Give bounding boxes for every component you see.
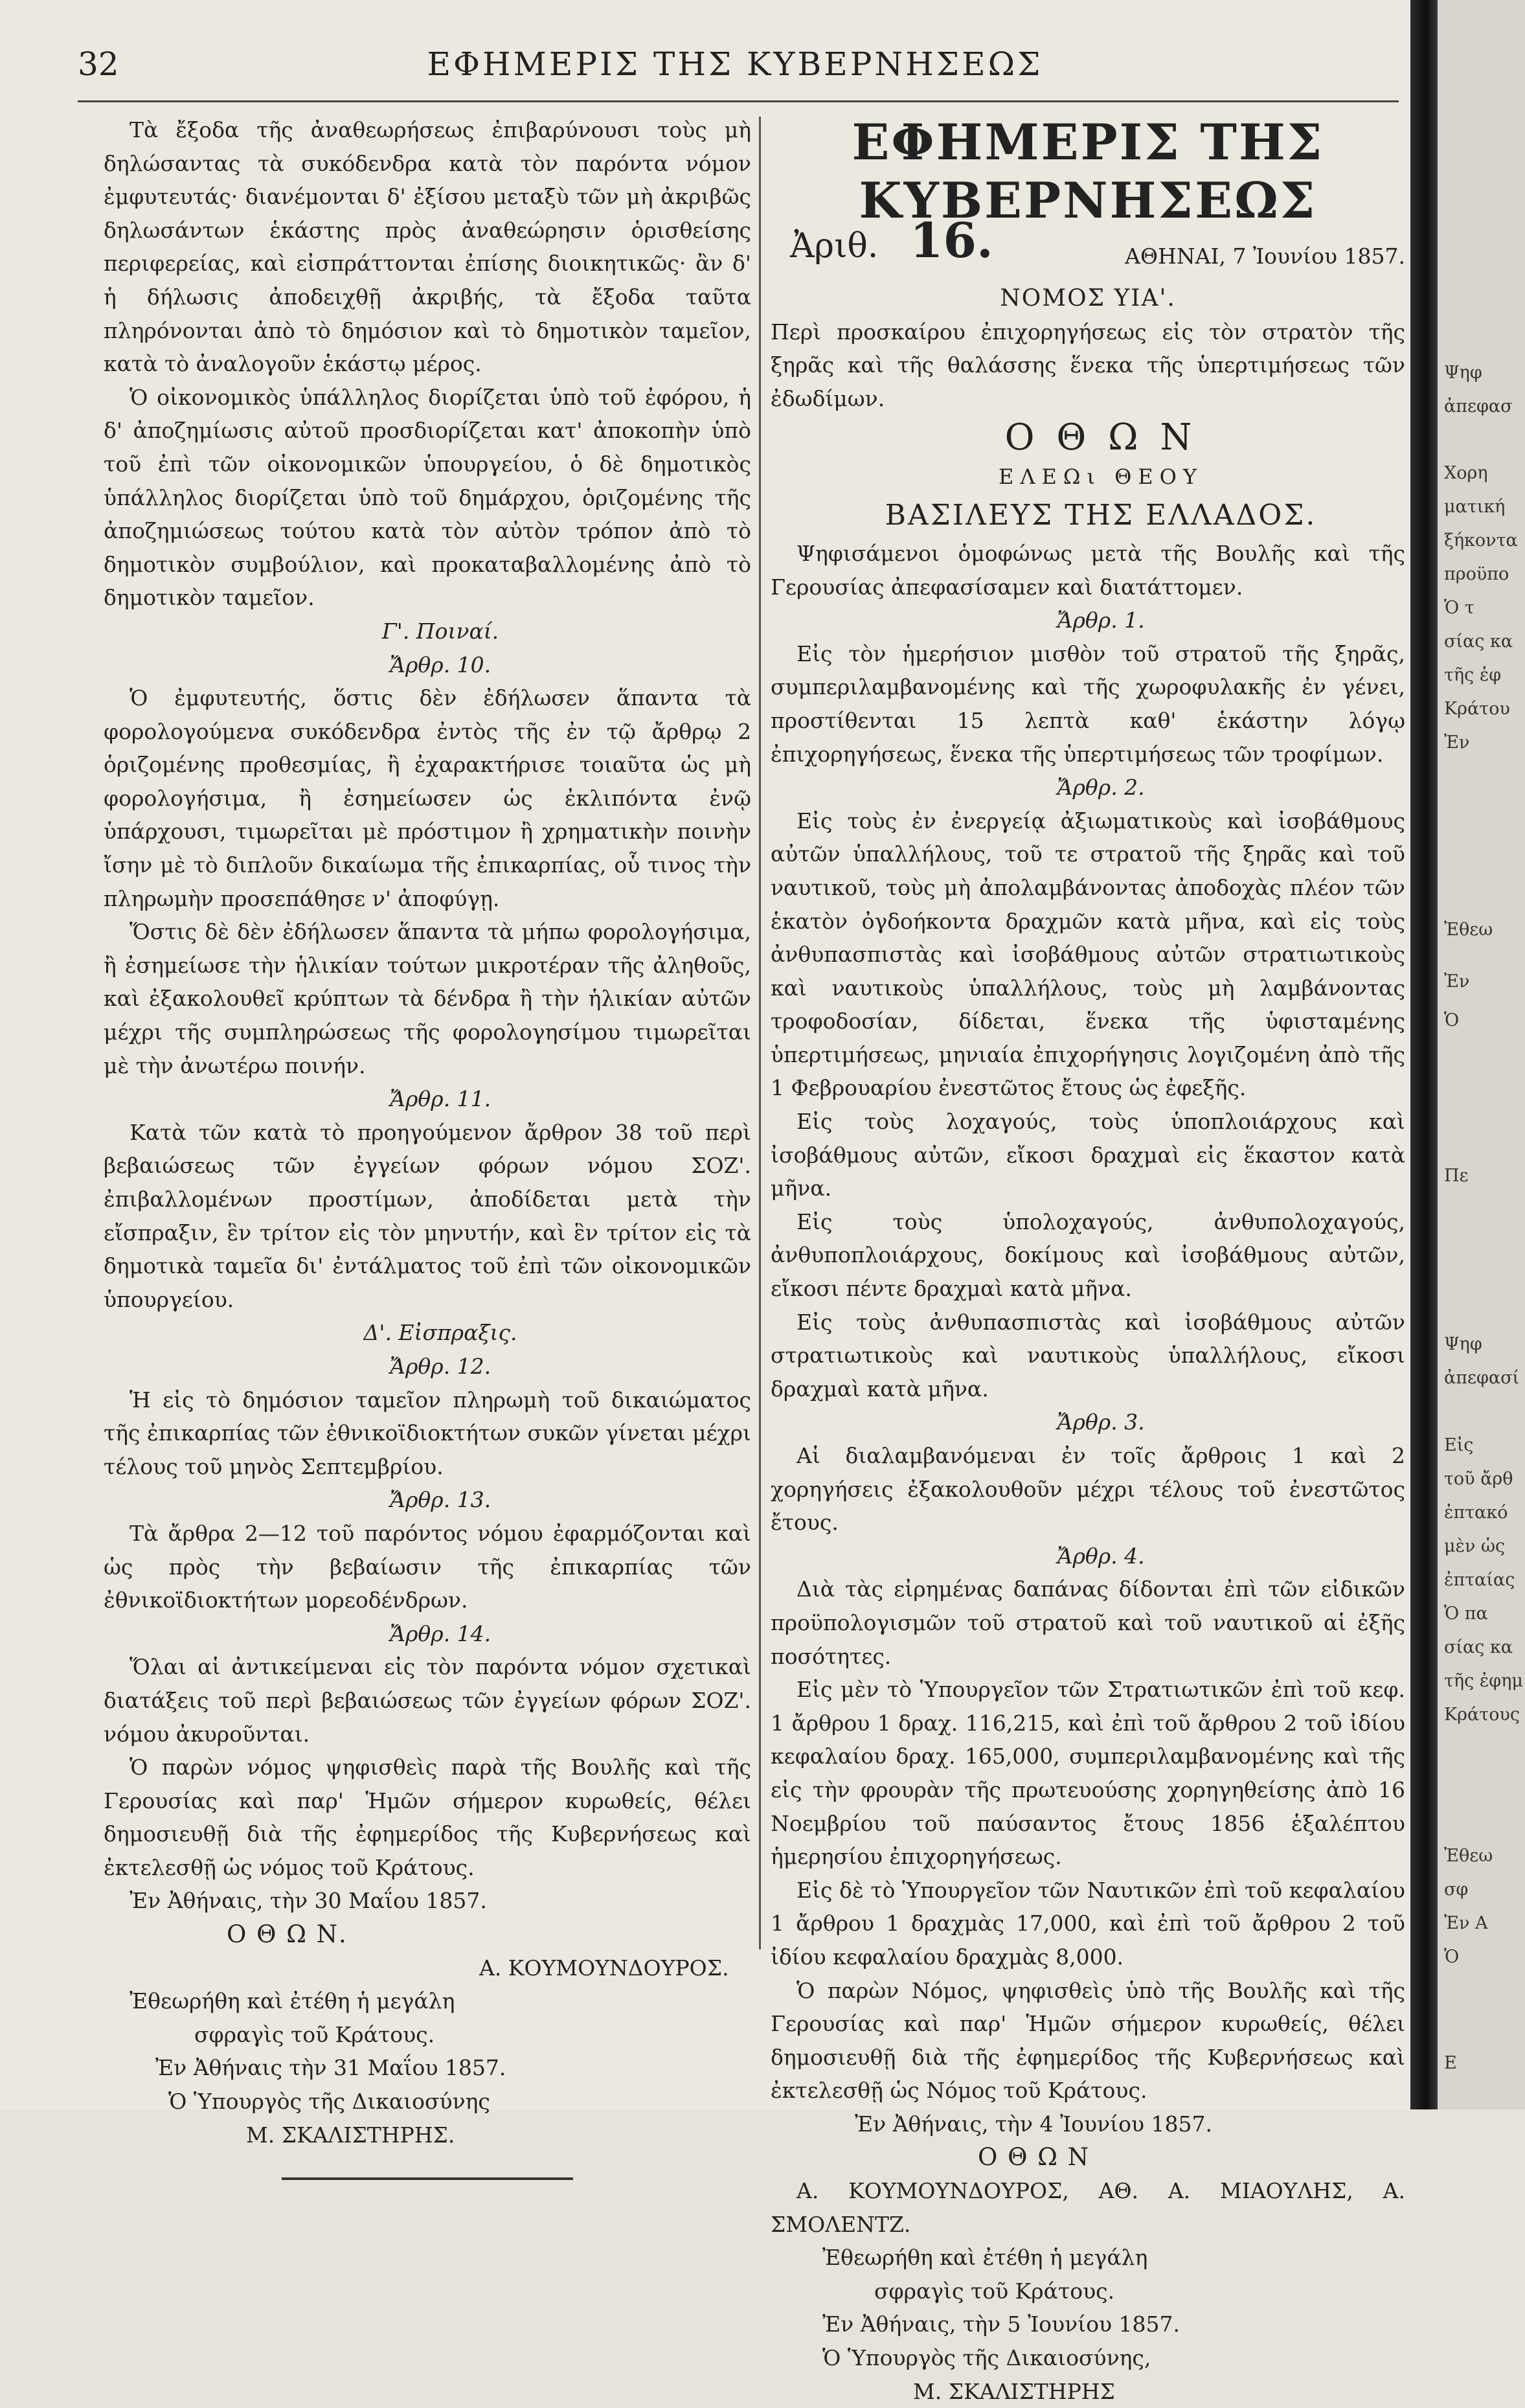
article-heading: Ἄρθρ. 2. [1057,775,1145,801]
page-fragment: προϋπο [1444,564,1509,584]
article-heading: Ἄρθρ. 11. [389,1086,491,1112]
paragraph: Εἰς τοὺς ὑπολοχαγούς, ἀνθυπολοχαγούς, ἀνθυποπλοιάρχους, δοκίμους καὶ ἰσοβάθμους αὐτῶν, εἴκοσι πέντε δραχμαὶ κατὰ μῆνα. [771,1209,1405,1302]
header-rule [78,100,1399,102]
grace-line: ΕΛΕΩι ΘΕΟΥ [998,464,1204,490]
king-signature: Ο Θ Ω Ν [978,2143,1090,2172]
page-fragment: τῆς ἐφ [1444,665,1502,685]
issue-label: Ἀριθ. [790,227,879,266]
ministers-signature: Α. ΚΟΥΜΟΥΝΔΟΥΡΟΣ, ΑΘ. Α. ΜΙΑΟΥΛΗΣ, Α. ΣΜΟΛΕΝΤΖ. [771,2178,1405,2237]
page-fragment: σίας κα [1444,631,1513,652]
page-fragment: Πε [1444,1166,1469,1186]
page-fragment: ἐπταίας [1444,1570,1515,1590]
article-heading: Ἄρθρ. 3. [1057,1409,1145,1435]
page-fragment: ἐπτακό [1444,1503,1508,1523]
adjacent-page-edge [1438,0,1525,2109]
paragraph: Αἱ διαλαμβανόμεναι ἐν τοῖς ἄρθροις 1 καὶ 2 χορηγήσεις ἐξακολουθοῦν μέχρι τέλους τοῦ ἐνεστῶτος ἔτους. [771,1443,1405,1536]
minister-signature: Α. ΚΟΥΜΟΥΝΔΟΥΡΟΣ. [479,1955,729,1981]
paragraph: Ὅλαι αἱ ἀντικείμεναι εἰς τὸν παρόντα νόμον σχετικαὶ διατάξεις τοῦ περὶ βεβαιώσεως τῶν ἐγγείων φόρων ΣΟΖ'. νόμου ἀκυροῦνται. [104,1654,751,1747]
paragraph: Διὰ τὰς εἰρημένας δαπάνας δίδονται ἐπὶ τῶν εἰδικῶν προϋπολογισμῶν τοῦ στρατοῦ καὶ τοῦ ναυτικοῦ αἱ ἐξῆς ποσότητες. [771,1576,1405,1669]
page-fragment: Ὁ πα [1444,1604,1488,1624]
page-fragment: Ἐν [1444,971,1470,992]
page-fragment: Ἐν Α [1444,1913,1488,1933]
minister-title: Ὁ Ὑπουργὸς τῆς Δικαιοσύνης, [822,2345,1151,2371]
gazette-title: ΕΦΗΜΕΡΙΣ ΤΗΣ ΚΥΒΕΡΝΗΣΕΩΣ [852,113,1324,229]
minister-title: Ὁ Ὑπουργὸς τῆς Δικαιοσύνης [168,2089,490,2115]
paragraph: Ὁ παρὼν Νόμος, ψηφισθεὶς ὑπὸ τῆς Βουλῆς καὶ τῆς Γερουσίας καὶ παρ' Ἡμῶν σήμερον κυρωθείς, θέλει δημοσιευθῇ διὰ τῆς ἐφημερίδος τῆς Κυβερνήσεως καὶ ἐκτελεσθῇ ὡς Νόμος τοῦ Κράτους. [771,1977,1405,2104]
page-fragment: Ἐθεω [1444,1846,1493,1866]
seal-date: Ἐν Ἀθήναις τὴν 31 Μαΐου 1857. [155,2055,506,2081]
running-header [78,45,1392,84]
king-signature: Ο Θ Ω Ν. [227,1920,348,1949]
page-fragment: Ὁ τ [1444,598,1474,618]
paragraph: Εἰς τοὺς λοχαγούς, τοὺς ὑποπλοιάρχους καὶ ἰσοβάθμους αὐτῶν, εἴκοσι δραχμαὶ εἰς ἕκαστον κατὰ μῆνα. [771,1109,1405,1201]
article-heading: Ἄρθρ. 12. [389,1353,491,1379]
paragraph: Εἰς τοὺς ἐν ἐνεργείᾳ ἀξιωματικοὺς καὶ ἰσοβάθμους αὐτῶν ὑπαλλήλους, τοῦ τε στρατοῦ τῆς ξηρᾶς καὶ τοῦ ναυτικοῦ, τοὺς μὴ ἀπολαμβάνοντας ἀποδοχὰς πλέον τῶν ἑκατὸν ὀγδοήκοντα δραχμῶν κατὰ μῆνα, καὶ εἰς τοὺς ἀνθυπασπιστὰς καὶ ἰσοβάθμους αὐτῶν στρατιωτικοὺς καὶ ναυτικοὺς ὑπαλλήλους, τοὺς μὴ λαμβάνοντας τροφοδοσίαν, δίδεται, ἕνεκα τῆς ὑφισταμένης ὑπερτιμήσεως, μηνιαία ἐπιχορήγησις λογιζομένη ἀπὸ τῆς 1 Φεβρουαρίου ἐνεστῶτος ἔτους ὡς ἐφεξῆς. [771,808,1405,1101]
page-number: 32 [78,45,119,83]
page-fragment: Χορη [1444,463,1488,483]
paragraph: Ὁ παρὼν νόμος ψηφισθεὶς παρὰ τῆς Βουλῆς καὶ τῆς Γερουσίας καὶ παρ' Ἡμῶν σήμερον κυρωθείς, θέλει δημοσιευθῇ διὰ τῆς ἐφημερίδος τῆς Κυβερνήσεως καὶ ἐκτελεσθῇ ὡς νόμος τοῦ Κράτους. [104,1755,751,1880]
page-fragment: Ὁ [1444,1947,1460,1967]
column-divider [759,117,761,1949]
end-rule [282,2177,573,2180]
section-heading: Δ'. Εἰσπραξις. [363,1320,517,1346]
date-line: Ἐν Ἀθήναις, τὴν 4 Ἰουνίου 1857. [855,2111,1212,2137]
article-heading: Ἄρθρ. 13. [389,1487,491,1513]
article-heading: Ἄρθρ. 14. [389,1620,491,1646]
page-fragment: ἀπεφασί [1444,1368,1520,1388]
king-name: Ο Θ Ω Ν [1004,416,1197,459]
page-fragment: τοῦ ἄρθ [1444,1469,1513,1489]
journal-title: ΕΦΗΜΕΡΙΣ ΤΗΣ ΚΥΒΕΡΝΗΣΕΩΣ [427,45,1043,83]
issue-place-date: ΑΘΗΝΑΙ, 7 Ἰουνίου 1857. [1125,244,1405,269]
date-line: Ἐν Ἀθήναις, τὴν 30 Μαΐου 1857. [130,1888,487,1914]
paragraph: Εἰς τὸν ἡμερήσιον μισθὸν τοῦ στρατοῦ τῆς ξηρᾶς, συμπεριλαμβανομένης καὶ τῆς χωροφυλακῆς ἐν γένει, προστίθενται 15 λεπτὰ καθ' ἑκάστην λόγῳ ἐπιχορηγήσεως, ἕνεκα τῆς ὑπερτιμήσεως τῶν τροφίμων. [771,641,1405,767]
page-fragment: Κράτου [1444,699,1510,719]
paragraph: Ὅστις δὲ δὲν ἐδήλωσεν ἅπαντα τὰ μήπω φορολογήσιμα, ἢ ἐσημείωσε τὴν ἡλικίαν τούτων μικροτέραν τῆς ἀληθοῦς, καὶ ἐξακολουθεῖ κρύπτων τὰ δένδρα ἢ τὴν ἡλικίαν αὐτῶν μέχρι τῆς συμπληρώσεως τῆς φορολογησίμου τιμωρεῖται μὲ τὴν ἀνωτέρω ποινήν. [104,919,751,1078]
issue-line [771,213,1405,282]
seal-date: Ἐν Ἀθήναις, τὴν 5 Ἰουνίου 1857. [822,2311,1180,2337]
left-column [104,113,751,2180]
seal-line: σφραγὶς τοῦ Κράτους. [194,2021,435,2047]
minister-name: Μ. ΣΚΑΛΙΣΤΗΡΗΣ [913,2378,1115,2404]
page-fragment: ματική [1444,497,1506,517]
right-column [771,113,1405,2408]
page-fragment: τῆς ἐφημ [1444,1671,1523,1691]
page-fragment: ἀπεφασ [1444,396,1513,416]
page-fragment: σίας κα [1444,1637,1513,1657]
paragraph: Κατὰ τῶν κατὰ τὸ προηγούμενον ἄρθρον 38 τοῦ περὶ βεβαιώσεως τῶν ἐγγείων φόρων νόμου ΣΟΖ'. ἐπιβαλλομένων προστίμων, ἀποδίδεται μετὰ τὴν εἴσπραξιν, ἓν τρίτον εἰς τὸν μηνυτήν, καὶ ἓν τρίτον εἰς τὰ δημοτικὰ ταμεῖα δι' ἐντάλματος τοῦ ἐπὶ τῶν οἰκονομικῶν ὑπουργείου. [104,1119,751,1312]
article-heading: Ἄρθρ. 10. [389,652,491,677]
page-fragment: Εἰς [1444,1435,1474,1455]
seal-line: σφραγὶς τοῦ Κράτους. [874,2278,1115,2304]
page-fragment: σφ [1444,1880,1469,1900]
article-heading: Ἄρθρ. 4. [1057,1543,1145,1569]
king-title: ΒΑΣΙΛΕΥΣ ΤΗΣ ΕΛΛΑΔΟΣ. [885,498,1317,532]
paragraph: Εἰς τοὺς ἀνθυπασπιστὰς καὶ ἰσοβάθμους αὐτῶν στρατιωτικοὺς καὶ ναυτικοὺς ὑπαλλήλους, εἴκοσι δραχμαὶ κατὰ μῆνα. [771,1309,1405,1402]
paragraph: Εἰς δὲ τὸ Ὑπουργεῖον τῶν Ναυτικῶν ἐπὶ τοῦ κεφαλαίου 1 ἄρθρου 1 δραχμὰς 17,000, καὶ ἐπὶ τοῦ ἄρθρου 2 τοῦ ἰδίου κεφαλαίου δραχμὰς 8,000. [771,1877,1405,1970]
page-fragment: ξήκοντα [1444,530,1518,551]
book-gutter [1410,0,1438,2109]
seal-line: Ἐθεωρήθη καὶ ἐτέθη ἡ μεγάλη [822,2245,1148,2271]
paragraph: Εἰς μὲν τὸ Ὑπουργεῖον τῶν Στρατιωτικῶν ἐπὶ τοῦ κεφ. 1 ἄρθρου 1 δραχ. 116,215, καὶ ἐπὶ τοῦ ἄρθρου 2 τοῦ ἰδίου κεφαλαίου δραχ. 165,000, συμπεριλαμβανομένης καὶ τῆς εἰς τὴν φρουρὰν τῆς πρωτευούσης χορηγηθείσης ἀπὸ 16 Νοεμβρίου τοῦ παύσαντος ἔτους 1856 ἑξαλέπτου ἡμερησίου ἐπιχορηγήσεως. [771,1677,1405,1870]
preamble: Ψηφισάμενοι ὁμοφώνως μετὰ τῆς Βουλῆς καὶ τῆς Γερουσίας ἀπεφασίσαμεν καὶ διατάττομεν. [771,540,1405,600]
paragraph: Τὰ ἔξοδα τῆς ἀναθεωρήσεως ἐπιβαρύνουσι τοὺς μὴ δηλώσαντας τὰ συκόδενδρα κατὰ τὸν παρόντα νόμον ἐμφυτευτάς· διανέμονται δ' ἐξίσου μεταξὺ τῶν μὴ ἀκριβῶς δηλωσάντων ἑκάστης πρὸς ἀναθεώρησιν ὁρισθείσης περιφερείας, καὶ εἰσπράττονται ἐπίσης διοικητικῶς· ἂν δ' ἡ δήλωσις ἀποδειχθῇ ἀκριβής, τὰ ἔξοδα ταῦτα πληρόνονται ἀπὸ τὸ δημόσιον καὶ τὸ δημοτικὸν ταμεῖον, κατὰ τὸ ἀναλογοῦν ἑκάστῳ μέρος. [104,117,751,377]
page-fragment: Ἐθεω [1444,920,1493,940]
page-fragment: Ε [1444,2053,1457,2073]
page-fragment: Ὁ [1444,1010,1460,1030]
page-fragment: Ἐν [1444,733,1470,753]
paragraph: Τὰ ἄρθρα 2—12 τοῦ παρόντος νόμου ἐφαρμόζονται καὶ ὡς πρὸς τὴν βεβαίωσιν τῆς ἐπικαρπίας τῶν ἐθνικοϊδιοκτήτων μορεοδένδρων. [104,1520,751,1613]
section-heading: Γ'. Ποιναί. [381,618,499,644]
minister-name: Μ. ΣΚΑΛΙΣΤΗΡΗΣ. [246,2122,455,2148]
law-title: Περὶ προσκαίρου ἐπιχορηγήσεως εἰς τὸν στρατὸν τῆς ξηρᾶς καὶ τῆς θαλάσσης ἕνεκα τῆς ὑπερτιμήσεως τῶν ἐδωδίμων. [771,319,1405,411]
issue-number: 16. [910,213,993,269]
seal-line: Ἐθεωρήθη καὶ ἐτέθη ἡ μεγάλη [130,1988,455,2014]
gazette-masthead [771,113,1405,315]
page-fragment: μὲν ὡς [1444,1536,1506,1556]
page-fragment: Ψηφ [1444,1334,1482,1354]
page-fragment: Ψηφ [1444,363,1482,383]
article-heading: Ἄρθρ. 1. [1057,608,1145,633]
paragraph: Ὁ οἰκονομικὸς ὑπάλληλος διορίζεται ὑπὸ τοῦ ἐφόρου, ἡ δ' ἀποζημίωσις αὐτοῦ προσδιορίζεται κατ' ἀποκοπὴν ὑπὸ τοῦ ἐπὶ τῶν οἰκονομικῶν ὑπουργείου, ὁ δὲ δημοτικὸς ὑπάλληλος διορίζεται ὑπὸ τοῦ δημάρχου, ὁριζομένης τῆς ἀποζημιώσεως τούτου κατὰ τὸν αὐτὸν τρόπον ἀπὸ τὸ δημοτικὸν συμβούλιον, καὶ προκαταβαλλομένης ἀπὸ τὸ δημοτικὸν ταμεῖον. [104,384,751,611]
law-number: ΝΟΜΟΣ ΥΙΑ'. [1000,285,1176,312]
paragraph: Ὁ ἐμφυτευτής, ὅστις δὲν ἐδήλωσεν ἅπαντα τὰ φορολογούμενα συκόδενδρα ἐντὸς τῆς ἐν τῷ ἄρθρῳ 2 ὁριζομένης προθεσμίας, ἢ ἐχαρακτήρισε τοιαῦτα ὡς μὴ φορολογήσιμα, ἢ ἐσημείωσεν ὡς ἐκλιπόντα ἐνῷ ὑπάρχουσι, τιμωρεῖται μὲ πρόστιμον ἢ χρηματικὴν ποινὴν ἴσην μὲ τὸ διπλοῦν δικαίωμα τῆς ἐπικαρπίας, οὗ τινος τὴν πληρωμὴν προσεπάθησε ν' ἀποφύγῃ. [104,685,751,911]
page-fragment: Κράτους [1444,1705,1520,1725]
paragraph: Ἡ εἰς τὸ δημόσιον ταμεῖον πληρωμὴ τοῦ δικαιώματος τῆς ἐπικαρπίας τῶν ἐθνικοϊδιοκτήτων συκῶν γίνεται μέχρι τέλους τοῦ μηνὸς Σεπτεμβρίου. [104,1387,751,1479]
